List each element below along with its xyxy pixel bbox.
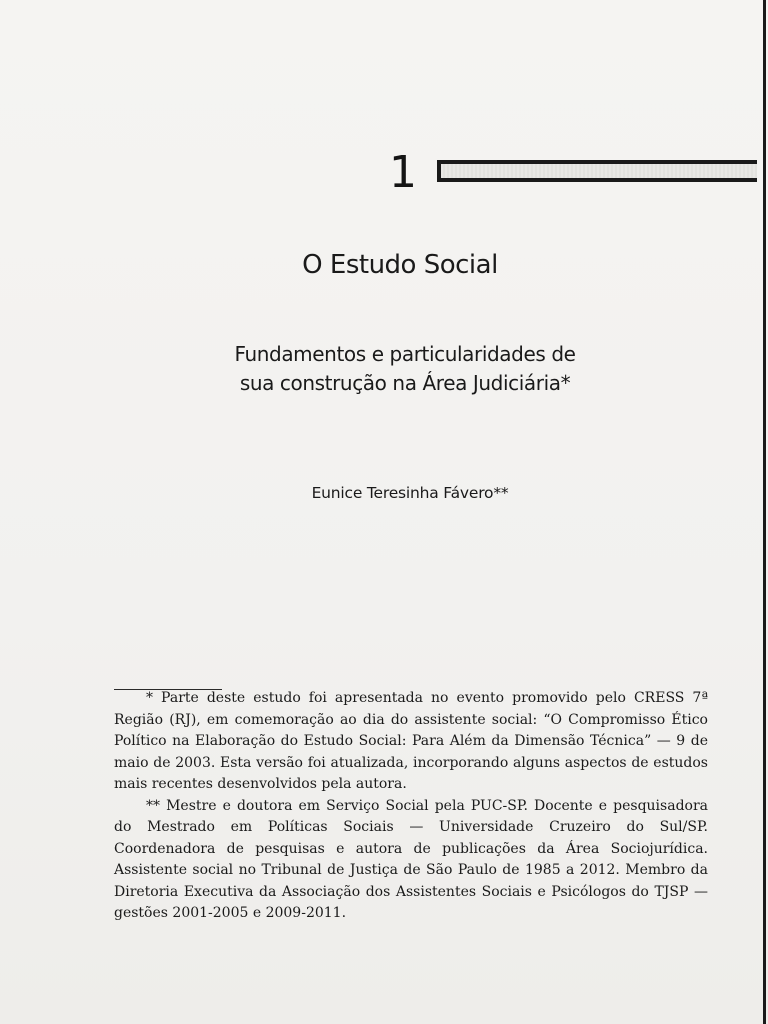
footnote-2: ** Mestre e doutora em Serviço Social pela PUC-SP. Docente e pesquisadora do Mestrado em Políticas Sociais — Universidade Cruzeiro do Sul/SP. Coordenadora de pesquisas e autora de publicações da Área Sociojurídica. Assistente social no Tribunal de Justiça de São Paulo de 1985 a 2012. Membro da Diretoria Executiva da Associação dos Assistentes Sociais e Psicólogos do TJSP — gestões 2001-2005 e 2009-2011. (114, 797, 708, 921)
chapter-number: 1 (389, 147, 417, 198)
chapter-heading (383, 148, 768, 198)
author-name: Eunice Teresinha Fávero** (311, 484, 509, 502)
chapter-subtitle (180, 340, 630, 398)
footnotes (114, 688, 708, 925)
footnote-1: * Parte deste estudo foi apresentada no evento promovido pelo CRESS 7ª Região (RJ), em comemoração ao dia do assistente social: “O Compromisso Ético Político na Elaboração do Estudo Social: Para Além da Dimensão Técnica” — 9 de maio de 2003. Esta versão foi atualizada, incorporando alguns aspectos de estudos mais recentes desenvolvidos pela autora. (114, 690, 708, 792)
subtitle-line-1: Fundamentos e particularidades de (234, 342, 576, 366)
chapter-title: O Estudo Social (302, 250, 498, 280)
subtitle-line-2: sua construção na Área Judiciária* (239, 371, 571, 395)
chapter-decorative-bar (437, 160, 757, 182)
